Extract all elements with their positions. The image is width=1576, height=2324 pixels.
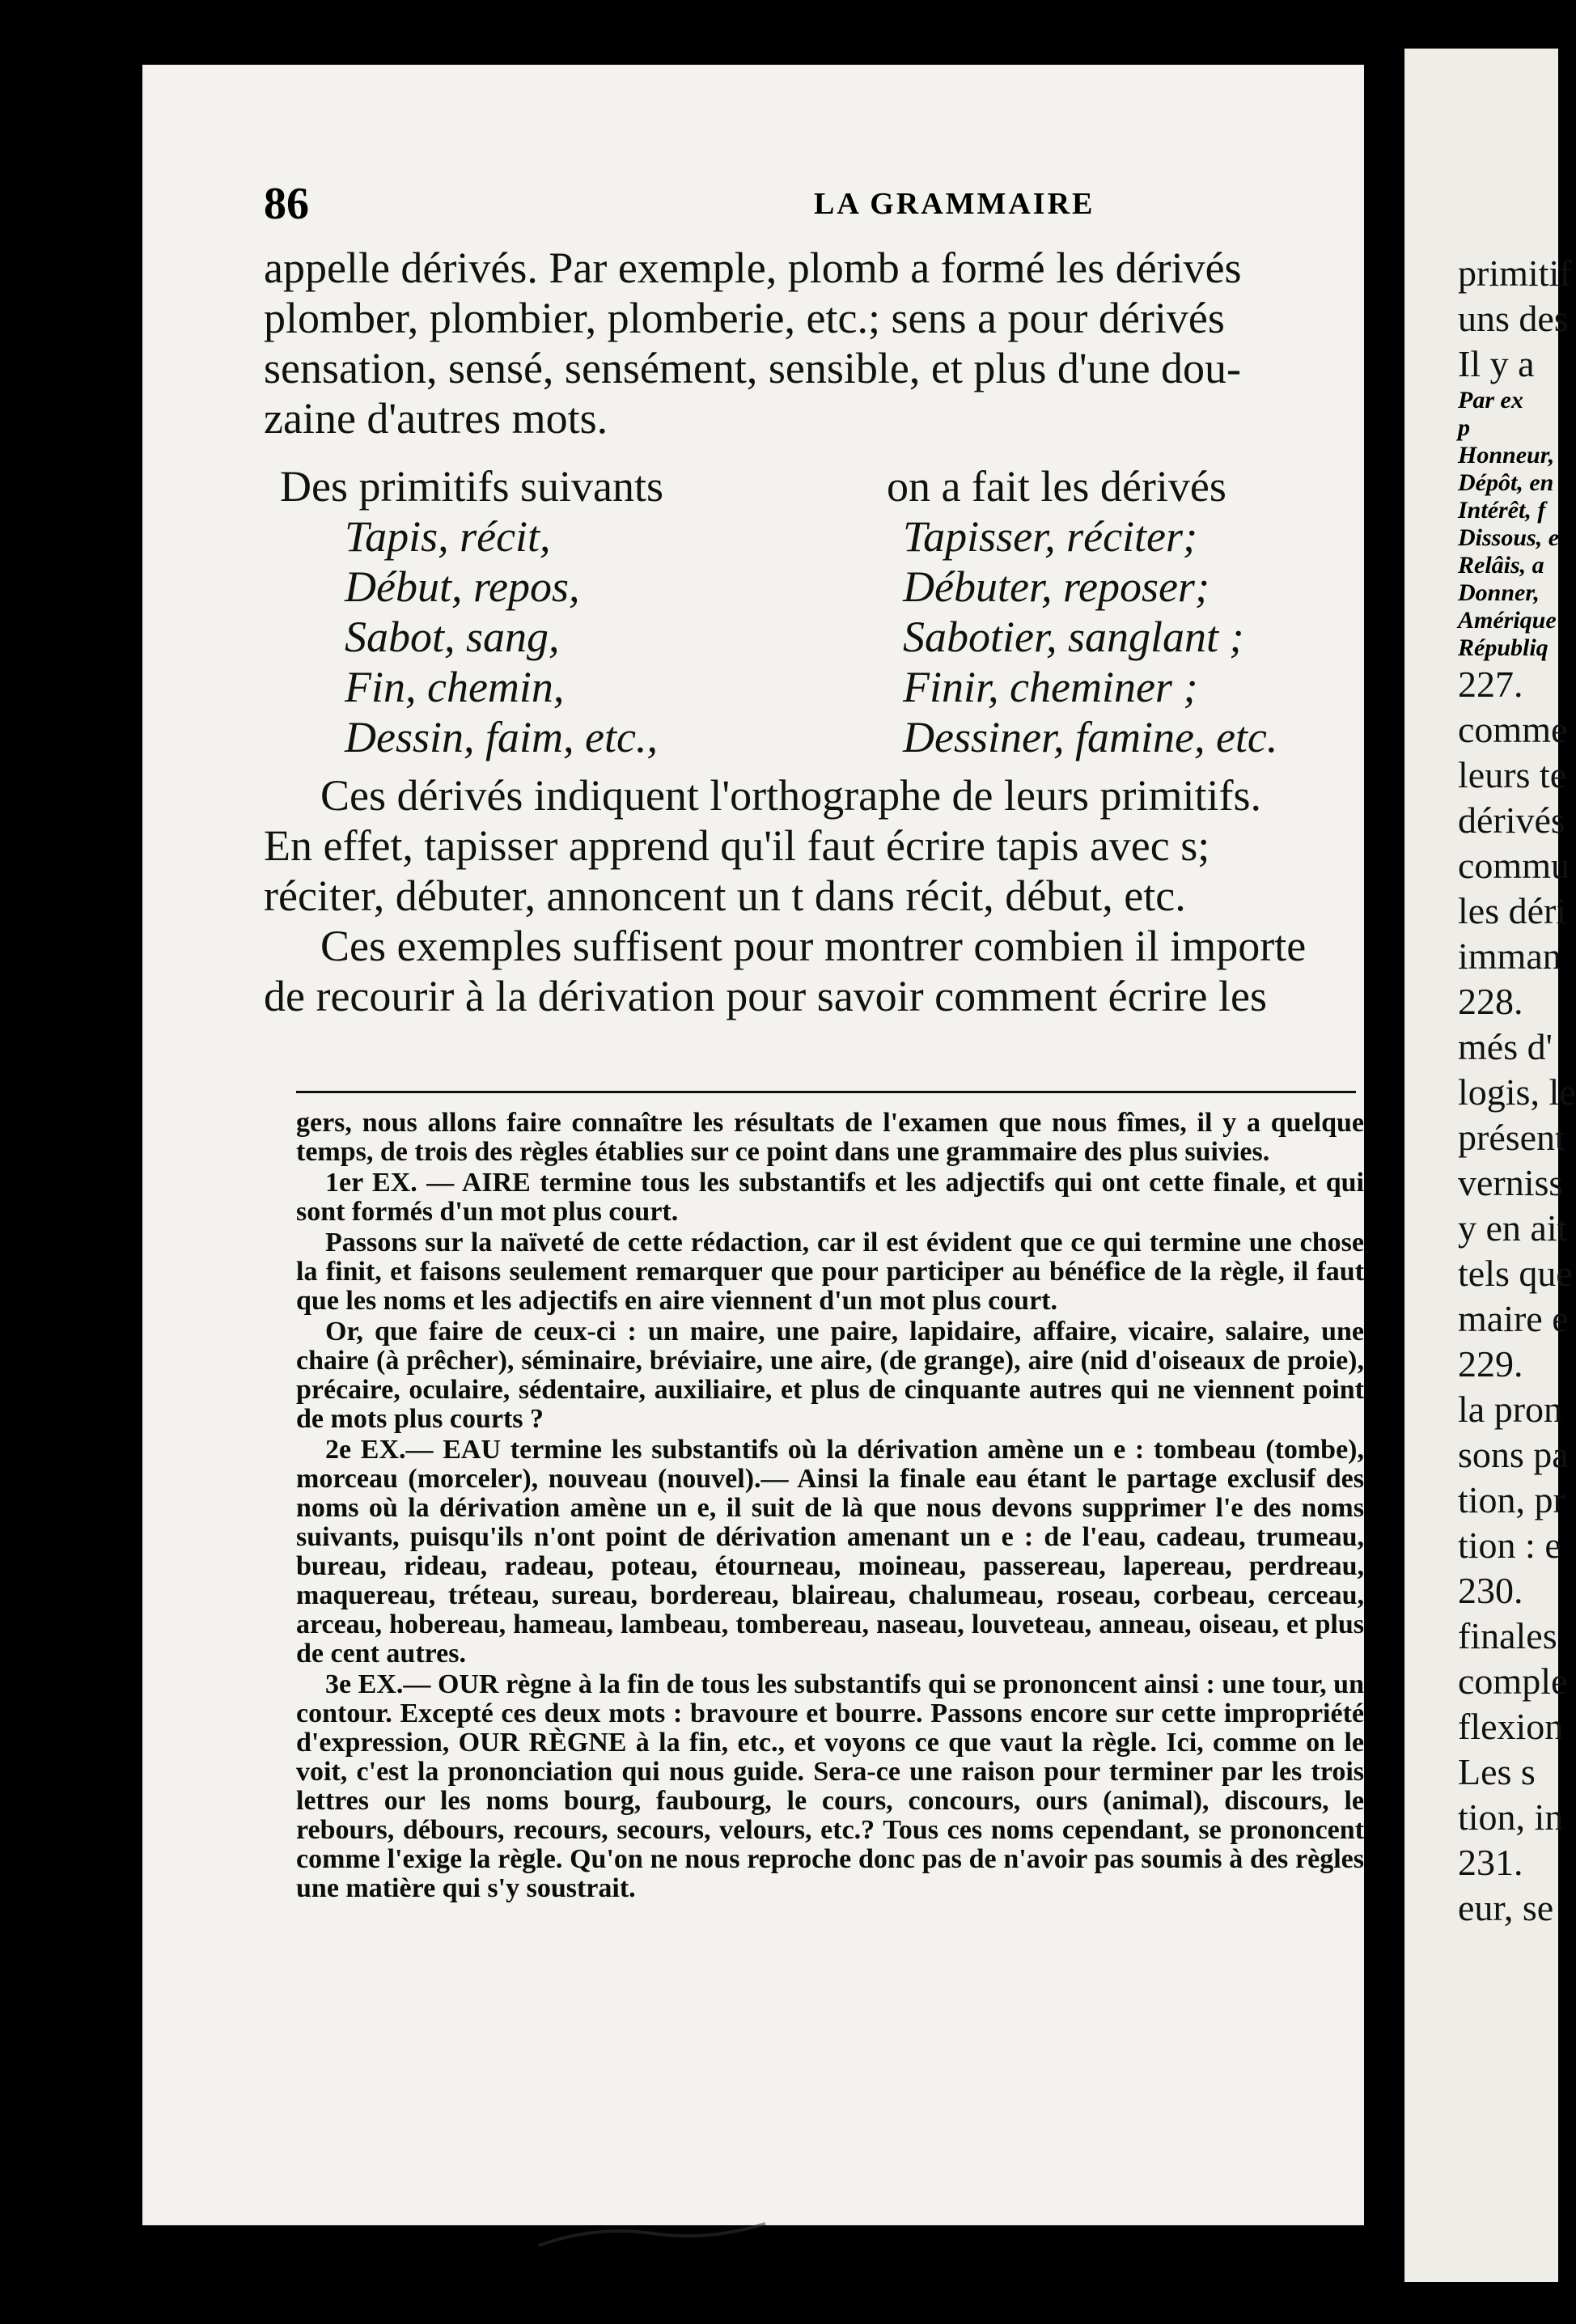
adjacent-page-line: tion, in [1458,1796,1564,1838]
adjacent-page-line: maire e [1458,1298,1569,1339]
footnote-paragraph: gers, nous allons faire connaître les résultats de l'examen que nous fîmes, il y a quelque temps, de trois des règles établies sur ce point dans une grammaire des plus suivies. [296,1108,1364,1167]
adjacent-page-line: 230. [1458,1570,1523,1611]
primitive-row: Sabot, sang, [345,613,560,661]
adjacent-page-line: Il y a [1458,343,1535,384]
text-line: appelle dérivés. Par exemple, plomb a formé les dérivés [264,244,1242,292]
adjacent-page-line: commu [1458,845,1570,886]
derived-header: on a fait les dérivés [887,462,1226,511]
text-line: Ces dérivés indiquent l'orthographe de leurs primitifs. [320,771,1261,820]
adjacent-page-line: finales [1458,1615,1557,1656]
adjacent-page-line: leurs te [1458,754,1567,795]
adjacent-page-line: Relâis, a [1458,552,1544,579]
paragraph-exemples [264,921,1364,1021]
adjacent-page-line: Donner, [1458,579,1540,606]
adjacent-page-line: 227. [1458,664,1523,705]
adjacent-page-line: Républiq [1458,634,1548,661]
text-line: réciter, débuter, annoncent un t dans récit, début, etc. [264,872,1186,920]
text-line: de recourir à la dérivation pour savoir comment écrire les [264,972,1267,1020]
adjacent-page-line: 228. [1458,981,1523,1022]
adjacent-page-line: eur, se [1458,1887,1554,1928]
adjacent-page-line: y en ait [1458,1207,1568,1249]
adjacent-page-line: imman [1458,935,1561,977]
adjacent-page-line: Honneur, [1458,442,1555,469]
adjacent-page-line: logis, le [1458,1071,1576,1113]
primitives-column [264,461,887,762]
text-line: zaine d'autres mots. [264,394,608,443]
footnote-paragraph: Or, que faire de ceux-ci : un maire, une paire, lapidaire, affaire, vicaire, salaire, une chaire (à prêcher), séminaire, bréviaire, une aire, (de grange), aire (nid d'oiseaux de proie), précaire, oculaire, sédentaire, auxiliaire, et plus de cinquante autres qui ne viennent point de mots plus courts ? [296,1317,1364,1434]
derived-row: Dessiner, famine, etc. [903,713,1278,761]
page-gutter [1364,32,1404,2282]
footnote-paragraph: Passons sur la naïveté de cette rédaction, car il est évident que ce qui termine une chose la finit, et faisons seulement remarquer que pour participer au bénéfice de la règle, il faut que les noms et les adjectifs en aire viennent d'un mot plus court. [296,1228,1364,1316]
footnote-rule [296,1091,1356,1093]
adjacent-page-line: verniss [1458,1162,1564,1203]
adjacent-page-line: uns des [1458,298,1569,339]
derived-row: Sabotier, sanglant ; [903,613,1244,661]
adjacent-page-line: comple [1458,1660,1568,1702]
adjacent-page-line: 229. [1458,1343,1523,1385]
adjacent-page-line: Les s [1458,1751,1536,1792]
adjacent-page-line: tion, pr [1458,1479,1565,1520]
primitive-row: Fin, chemin, [345,663,565,711]
primitive-row: Tapis, récit, [345,512,551,561]
adjacent-page-line: Par ex [1458,387,1523,413]
ink-smudge [531,2217,773,2250]
derived-column [887,461,1340,762]
text-line: sensation, sensé, sensément, sensible, et plus d'une dou- [264,344,1242,392]
derived-row: Débuter, reposer; [903,562,1210,611]
adjacent-page-line: primitif [1458,252,1572,294]
adjacent-page-line: més d' [1458,1026,1553,1067]
adjacent-page-line: tion : e [1458,1525,1561,1566]
adjacent-page-line: sons pa [1458,1434,1569,1475]
adjacent-page-line: Intérêt, f [1458,497,1546,524]
derived-row: Tapisser, réciter; [903,512,1198,561]
page-number: 86 [264,179,309,229]
derived-row: Finir, cheminer ; [903,663,1198,711]
examples-table [264,461,1364,762]
text-line: Ces exemples suffisent pour montrer combien il importe [320,922,1307,970]
footnote-paragraph: 2e EX.— EAU termine les substantifs où la dérivation amène un e : tombeau (tombe), morceau (morceler), nouveau (nouvel).— Ainsi la finale eau étant le partage exclusif des noms où la dérivation amène un e, il suit de là que nous devons supprimer l'e des noms suivants, puisqu'ils n'ont point de dérivation amenant un e : de l'eau, cadeau, trumeau, bureau, rideau, radeau, poteau, étourneau, moineau, passereau, lapereau, perdreau, maquereau, tréteau, sureau, bordereau, blaireau, chalumeau, roseau, corbeau, cerceau, arceau, hobereau, hameau, lambeau, tombereau, naseau, louveteau, anneau, oiseau, et plus de cent autres. [296,1435,1364,1669]
text-line: En effet, tapisser apprend qu'il faut écrire tapis avec s; [264,821,1210,870]
adjacent-page-line: la pron [1458,1389,1563,1430]
primitive-row: Début, repos, [345,562,580,611]
paragraph-derives [264,770,1364,921]
adjacent-page-line: tels que [1458,1253,1573,1294]
adjacent-page-line: comme [1458,709,1568,750]
footnote-paragraph: 3e EX.— OUR règne à la fin de tous les substantifs qui se prononcent ainsi : une tour, un contour. Excepté ces deux mots : bravoure et bourre. Passons encore sur cette impropriété d'expression, OUR RÈGNE à la fin, etc., et voyons ce que vaut la règle. Ici, comme on le voit, c'est la prononciation qui nous guide. Sera-ce une raison pour terminer par les trois lettres our les noms bourg, faubourg, le cours, concours, ours (animal), discours, le rebours, débours, recours, secours, velours, etc.? Tous ces noms cependant, se prononcent comme l'exige la règle. Qu'on ne nous reproche donc pas de n'avoir pas soumis à des règles une matière qui s'y soustrait. [296,1669,1364,1903]
footnote [296,1109,1364,1905]
footnote-paragraph: 1er EX. — AIRE termine tous les substantifs et les adjectifs qui ont cette finale, et qui sont formés d'un mot plus court. [296,1168,1364,1227]
adjacent-page-line: Dissous, e [1458,524,1560,551]
running-head [264,178,1356,243]
text-line: plomber, plombier, plomberie, etc.; sens a pour dérivés [264,294,1225,342]
adjacent-page-line: Amérique [1458,607,1557,634]
running-title: LA GRAMMAIRE [814,187,1095,221]
main-text [264,243,1364,1021]
primitives-header: Des primitifs suivants [280,462,663,511]
adjacent-page-line: présent [1458,1117,1565,1158]
adjacent-page-line: 231. [1458,1842,1523,1883]
intro-paragraph [264,243,1364,443]
adjacent-page-line: les déri [1458,890,1567,931]
adjacent-page-line: dérivés [1458,799,1565,841]
adjacent-page [1404,49,1576,2282]
adjacent-page-line: flexion [1458,1706,1564,1747]
adjacent-page-line: Dépôt, en [1458,469,1554,496]
adjacent-page-line: p [1458,414,1470,441]
primitive-row: Dessin, faim, etc., [345,713,658,761]
book-page [142,65,1364,2225]
